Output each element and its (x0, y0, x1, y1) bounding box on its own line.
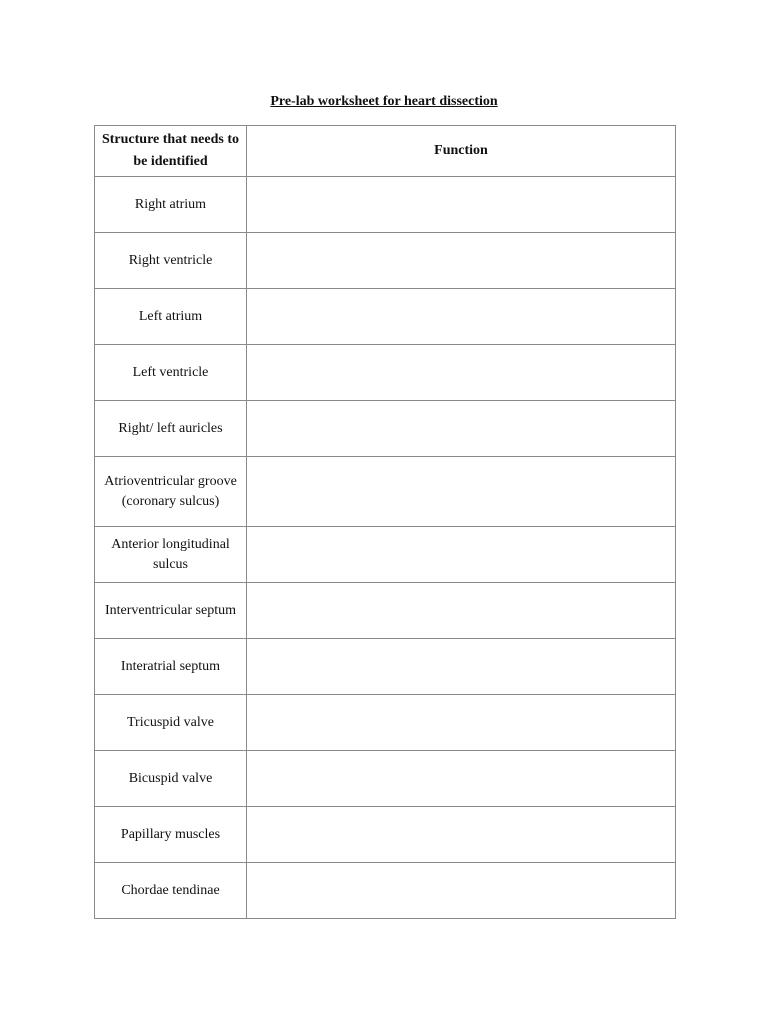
structure-cell: Papillary muscles (95, 807, 247, 863)
table-row (95, 289, 676, 345)
table-row (95, 345, 676, 401)
structure-cell: Anterior longitudinal sulcus (95, 527, 247, 583)
function-cell[interactable] (247, 401, 676, 457)
table-row (95, 401, 676, 457)
structure-cell: Right ventricle (95, 233, 247, 289)
structure-cell: Right atrium (95, 177, 247, 233)
table-header-row (95, 126, 676, 177)
table-row (95, 527, 676, 583)
worksheet-title: Pre-lab worksheet for heart dissection (270, 94, 498, 109)
function-cell[interactable] (247, 695, 676, 751)
function-cell[interactable] (247, 233, 676, 289)
function-cell[interactable] (247, 583, 676, 639)
structure-cell: Tricuspid valve (95, 695, 247, 751)
table-row (95, 863, 676, 919)
function-cell[interactable] (247, 751, 676, 807)
structure-cell: Bicuspid valve (95, 751, 247, 807)
structure-cell: Atrioventricular groove (coronary sulcus) (95, 457, 247, 527)
structure-cell: Left ventricle (95, 345, 247, 401)
structure-cell: Chordae tendinae (95, 863, 247, 919)
function-cell[interactable] (247, 639, 676, 695)
function-cell[interactable] (247, 807, 676, 863)
structure-column-header: Structure that needs to be identified (95, 126, 247, 177)
function-cell[interactable] (247, 345, 676, 401)
structure-cell: Interatrial septum (95, 639, 247, 695)
table-row (95, 695, 676, 751)
heart-structures-table (94, 125, 676, 919)
table-row (95, 583, 676, 639)
function-column-header: Function (247, 126, 676, 177)
function-cell[interactable] (247, 527, 676, 583)
table-row (95, 751, 676, 807)
structure-cell: Left atrium (95, 289, 247, 345)
table-row (95, 457, 676, 527)
table-row (95, 233, 676, 289)
function-cell[interactable] (247, 457, 676, 527)
structure-cell: Right/ left auricles (95, 401, 247, 457)
function-cell[interactable] (247, 863, 676, 919)
function-cell[interactable] (247, 177, 676, 233)
table-row (95, 639, 676, 695)
structure-cell: Interventricular septum (95, 583, 247, 639)
function-cell[interactable] (247, 289, 676, 345)
table-row (95, 177, 676, 233)
table-row (95, 807, 676, 863)
